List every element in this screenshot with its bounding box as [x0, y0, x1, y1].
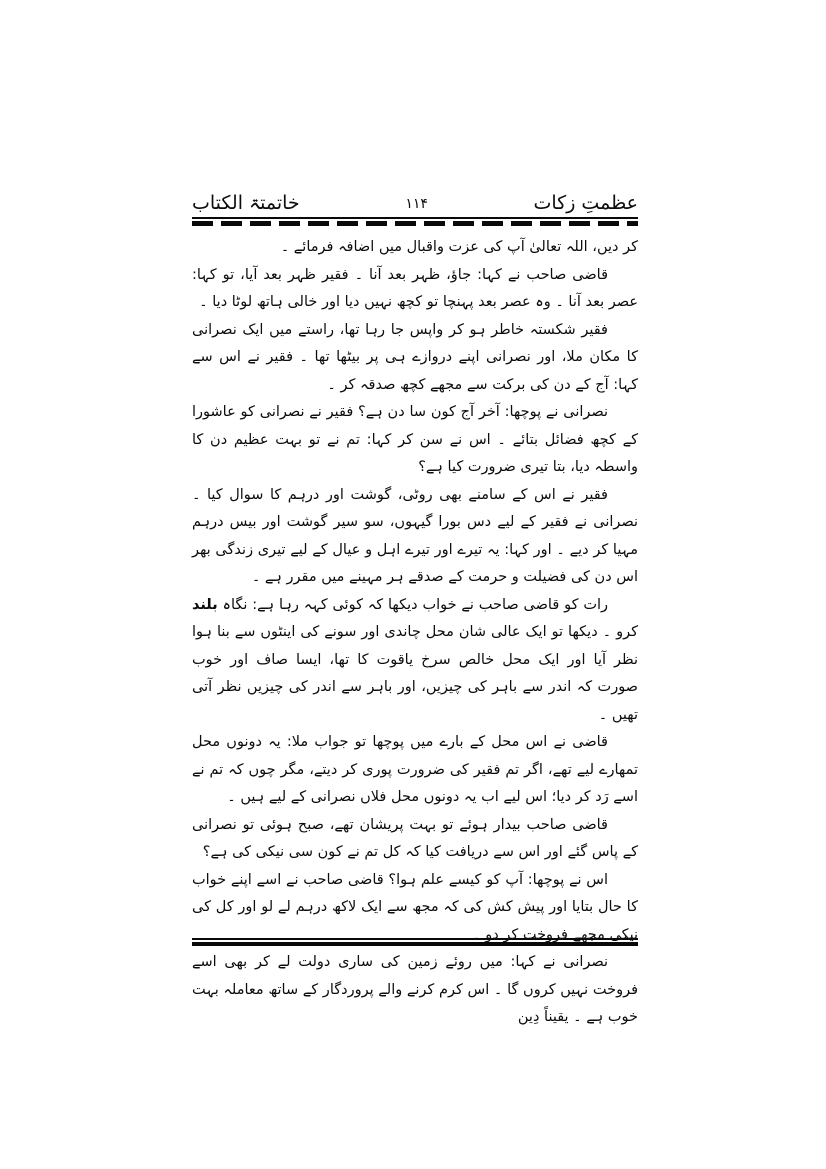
paragraph-text: قاضی صاحب بیدار ہوئے تو بہت پریشان تھے، صبح ہوئی تو نصرانی کے پاس گئے اور اس سے دریافت کیا کہ کل تم نے کون سی نیکی کی ہے؟	[192, 816, 638, 860]
paragraph-text: نصرانی نے کہا: میں روئے زمین کی ساری دولت لے کر بھی اسے فروخت نہیں کروں گا ۔ اس کرم کرنے والے پروردگار کے ساتھ معاملہ بہت خوب ہے ۔ یقیناً دِین	[192, 954, 638, 1025]
paragraph-text: اس نے پوچھا: آپ کو کیسے علم ہوا؟ قاضی صاحب نے اسے اپنے خواب کا حال بتایا اور پیش کش کی کہ مجھ سے ایک لاکھ درہم لے لو اور کل کی نیکی مجھے فروخت کر دو ۔	[192, 871, 638, 943]
paragraph-text: قاضی صاحب نے کہا: جاؤ، ظہر بعد آنا ۔ فقیر ظہر بعد آیا، تو کہا: عصر بعد آنا ۔ وہ عصر بعد پہنچا تو کچھ نہیں دیا اور خالی ہاتھ لوٹا دیا ۔	[192, 266, 638, 310]
paragraph-text: فقیر شکستہ خاطر ہو کر واپس جا رہا تھا، راستے میں ایک نصرانی کا مکان ملا، اور نصرانی اپنے دروازے ہی پر بیٹھا تھا ۔ فقیر نے اس سے کہا: آج کے دن کی برکت سے مجھے کچھ صدقہ کر ۔	[192, 321, 638, 393]
paragraph-text: کرو ۔ دیکھا تو ایک عالی شان محل چاندی اور سونے کی اینٹوں سے بنا ہوا نظر آیا اور ایک محل خالص سرخ یاقوت کا تھا، ایسا صاف اور خوب صورت کہ اندر سے باہر کی چیزیں، اور باہر سے اندر کی چیزیں نظر آتی تھیں ۔	[192, 624, 638, 723]
separator-dashed-rule	[192, 221, 638, 226]
paragraph-text: قاضی نے اس محل کے بارے میں پوچھا تو جواب ملا: یہ دونوں محل تمھارے لیے تھے، اگر تم فقیر کی ضرورت پوری کر دیتے، مگر چوں کہ تم نے اسے رَد کر دیا؛ اس لیے اب یہ دونوں محل فلاں نصرانی کے لیے ہیں ۔	[192, 734, 638, 805]
paragraph	[192, 262, 638, 317]
paragraph	[192, 729, 638, 812]
paragraph-text: رات کو قاضی صاحب نے خواب دیکھا کہ کوئی کہہ رہا ہے: نگاہ	[217, 596, 608, 613]
paragraph	[192, 949, 638, 1032]
paragraph	[192, 482, 638, 592]
paragraph-text-bold: بلند	[192, 596, 218, 613]
paragraph	[192, 867, 638, 950]
paragraph-text: کر دیں، اللہ تعالیٰ آپ کی عزت واقبال میں اضافہ فرمائے ۔	[280, 239, 638, 255]
paragraph	[192, 399, 638, 482]
page-content	[192, 183, 638, 1025]
header-separator	[192, 217, 638, 226]
paragraph	[192, 234, 638, 262]
paragraph-text: فقیر نے اس کے سامنے بھی روٹی، گوشت اور درہم کا سوال کیا ۔ نصرانی نے فقیر کے لیے دس بورا گیہوں، سو سیر گوشت اور بیس درہم مہیا کر دیے ۔ اور کہا: یہ تیرے اور تیرے اہل و عیال کے لیے تیری زندگی بھر اس دن کی فضیلت و حرمت کے صدقے ہر مہینے میں مقرر ہے ۔	[192, 486, 638, 585]
page-number: ۱۱۴	[405, 196, 428, 212]
paragraph	[192, 317, 638, 400]
paragraph-text: نصرانی نے پوچھا: آخر آج کون سا دن ہے؟ فقیر نے نصرانی کو عاشورا کے کچھ فضائل بتائے ۔ اس نے سن کر کہا: تم نے تو بہت عظیم دن کا واسطہ دیا، بتا تیری ضرورت کیا ہے؟	[192, 404, 638, 475]
body-text	[192, 234, 638, 1025]
paragraph	[192, 592, 638, 730]
book-title: عظمتِ زکات	[533, 192, 638, 214]
page-header	[192, 183, 638, 214]
separator-thin-rule	[192, 217, 638, 219]
section-title: خاتمتۃ الکتاب	[192, 192, 300, 214]
paragraph	[192, 812, 638, 867]
